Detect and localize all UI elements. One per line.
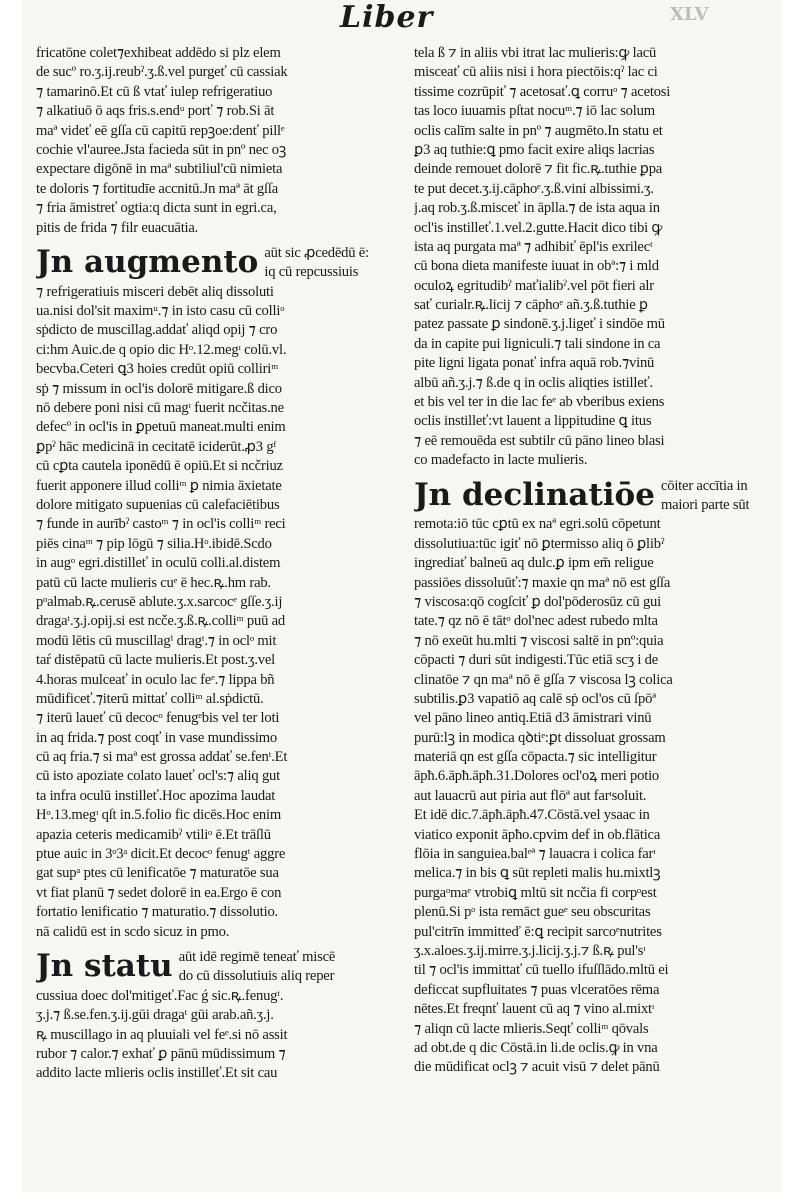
text-line: misceať cū aliis nisi i hora piectōis:qˀ lac ci — [414, 64, 658, 81]
heading-in-declinatione — [414, 477, 776, 516]
rubric-heading: Jn statu — [36, 947, 173, 984]
text-line: ꝑ3 aq tuthie:ꝗ pmo facit exire aliqs lacrias — [414, 141, 655, 158]
text-line: cōiter accītia in — [660, 477, 748, 494]
text-line: Et idē dic.7.āpħ.āpħ.47.Cōstā.vel ysaac in — [414, 807, 650, 824]
text-line: ⁊ funde in aurībˀ castoᵐ ⁊ in ocl'is colliᵐ reci — [36, 516, 286, 533]
text-line: dolore mitigato supuenias cū calefaciētibus — [36, 496, 280, 513]
heading-in-statu — [36, 948, 398, 987]
text-line: pite ligni ligata ponať infra aquā rob.⁊vinū — [414, 355, 655, 372]
text-line: ʒ.j.⁊ ß.se.fen.ʒ.ij.gūi dragaᵗ gūi arab.añ.ʒ.j. — [36, 1007, 274, 1024]
rubric-heading: Jn declinatiōe — [414, 476, 655, 513]
right-column — [414, 44, 776, 1078]
text-line: ⁊ viscosa:qō cogſciť ꝑ dol'pōderosūz cū gui — [414, 593, 661, 610]
text-line: albū añ.ʒ.j.⁊ ß.de q in oclis aliqties istilleť. — [414, 374, 653, 391]
text-line: sať curialr.ꝶ.licij ⁊ cāphoᵉ añ.ʒ.ß.tuthie ꝑ — [414, 297, 648, 314]
text-line: in augᵒ egri.distilleť in oculū colli.al.distem — [36, 555, 281, 572]
text-line: do cū dissolutiuis aliq reper — [178, 968, 335, 985]
text-line: in aq frida.⁊ post coqť in vase mundissimo — [36, 729, 277, 746]
text-line: cussiua doec dol'mitigeť.Fac ǵ sic.ꝶ.fenugᵗ. — [36, 987, 284, 1004]
text-line: tas loco iuuamis pſtat nocuᵐ.⁊ iō lac solum — [414, 103, 655, 120]
text-line: ⁊ fria āmistreť ogtia:q dicta sunt in egri.ca, — [36, 200, 277, 217]
text-line: de sucº ro.ʒ.ij.reubˀ.ʒ.ß.vel purgeť cū cassiak — [36, 64, 288, 81]
text-line: iq cū repcussiuis — [264, 264, 359, 281]
text-line: nā calidū est in scdo sicuz in pmo. — [36, 923, 230, 940]
text-line: ⁊ eē remouēda est subtilr cū pāno lineo blasi — [414, 432, 665, 449]
text-line: tissime cozrūpiť ⁊ acetosať.ꝗ corruᵒ ⁊ acetosi — [414, 83, 671, 100]
text-line: pitis de frida ⁊ filr euacuātia. — [36, 219, 199, 236]
text-line: vt fiat planū ⁊ sedet dolorē in ea.Ergo ē con — [36, 884, 282, 901]
text-line: ocl'is instilleť.1.vel.2.gutte.Hacit dico tibi ꝙ — [414, 219, 663, 236]
text-line: oclis calīm salte in pnº ⁊ augmēto.In statu et — [414, 122, 663, 139]
text-line: cōpacti ⁊ duri sūt indigesti.Tūc etiā scʒ i de — [414, 652, 659, 669]
text-line: materiā qn est gſſa cōpacta.⁊ sic intelligitur — [414, 749, 657, 766]
text-line: piēs cinaᵐ ⁊ pip lōgū ⁊ silia.Hᵒ.ibidē.Scdo — [36, 535, 272, 552]
left-text-block-2 — [36, 283, 398, 942]
left-column — [36, 44, 398, 1084]
text-line: j.aq rob.ʒ.ß.misceť in āplla.⁊ de ista aqua in — [414, 200, 660, 217]
text-line: purū:lꝫ in modica qꝺtiᵉ:ꝑt dissoluat grossam — [414, 729, 666, 746]
text-line: maiori parte sūt — [660, 496, 750, 513]
text-line: nētes.Et freqnť lauent cū aq ⁊ vino al.mixtᶦ — [414, 1001, 655, 1018]
text-line: aut lauacrū aut piria aut flōª aut farᶦsoluit. — [414, 787, 647, 804]
text-line: patez passate ꝑ sindonē.ʒ.j.ligeť i sindōe mū — [414, 316, 665, 333]
text-line: clinatōe ⁊ qn maª nō ē gſſa ⁊ viscosa lꝫ colica — [414, 671, 673, 688]
text-line: plenū.Si pᵒ ista remāct gueᵉ seu obscuritas — [414, 904, 651, 921]
text-line: pᵒalmab.ꝶ.cerusē ablute.ʒ.x.sarcocᵉ gſſe.ʒ.ij — [36, 593, 283, 610]
text-line: melica.⁊ in bis ꝗ sūt repleti malis hu.mixtlꝫ — [414, 865, 661, 882]
text-line: cū isto apoziate colato laueť ocl's:⁊ aliq gut — [36, 768, 280, 785]
text-line: ⁊ iterū laueť cū decocᵒ fenugᵉbis vel ter loti — [36, 710, 280, 727]
text-line: āpħ.6.āpħ.āpħ.31.Dolores ocl'oꝝ meri potio — [414, 768, 660, 785]
text-line: sṗdicto de muscillag.addať aliqd opij ⁊ cro — [36, 322, 278, 339]
text-line: purgaᵒmaᵉ vtrobiꝗ mltū sit ncčia fi corpᵒest — [414, 884, 657, 901]
text-line: remota:iō tūc cꝑtū ex naª egri.solū cōpetunt — [414, 516, 661, 533]
heading-tail — [264, 244, 369, 283]
rubric-heading: Jn augmento — [36, 243, 259, 280]
text-line: ⁊ refrigeratiuis misceri debēt aliq dissoluti — [36, 283, 274, 300]
text-line: modū lētis cū muscillagⁱ dragᵗ.⁊ in oclᵒ mit — [36, 632, 277, 649]
text-line: pul'citrīn immitteď ē:ꝗ recipit sarcoᵉnutrites — [414, 923, 662, 940]
text-line: Hᵒ.13.megᶦ qſt in.5.folio fic dicēs.Hoc enim — [36, 807, 282, 824]
text-line: tela ß ⁊ in aliis vbi itrat lac mulieris:ꝙ lacū — [414, 45, 657, 61]
text-line: rubor ⁊ calor.⁊ exhať ꝑ pānū mūdissimum ⁊ — [36, 1045, 286, 1062]
text-line: oculoꝝ egritudibˀ maťialibˀ.vel pōt fieri alr — [414, 277, 654, 294]
text-line: ʒ.x.aloes.ʒ.ij.mirre.ʒ.j.licij.ʒ.j.⁊ ß.ꝶ pul'sᶦ — [414, 942, 646, 959]
text-line: ua.nisi dol'sit maximᵘ.⁊ in isto casu cū colliᵒ — [36, 303, 285, 320]
right-text-block-2 — [414, 515, 776, 1077]
manuscript-page — [22, 0, 782, 1192]
text-line: til ⁊ ocl'is immittať cū tuello ifuſſlādo.mltū ei — [414, 962, 669, 979]
text-line: oclis instilleť:vt lauent a lippitudine ꝗ itus — [414, 413, 652, 430]
text-line: apazia ceteris medicamibˀ vtiliᵒ ē.Et trāſlū — [36, 826, 271, 843]
text-line: et bis vel ter in die lac feᵉ ab vberibus exiens — [414, 394, 665, 411]
text-line: ista aq purgata maª ⁊ adhibiť ēpl'is exrilecᵗ — [414, 238, 653, 255]
heading-tail — [661, 477, 749, 516]
text-line: cū bona dieta manifeste iuuat in obª:⁊ i mld — [414, 258, 659, 275]
text-line: cū aq fria.⁊ si maª est grossa addať se.fenᵗ.Et — [36, 749, 288, 766]
text-line: deinde remouet dolorē ⁊ fit fic.ꝶ.tuthie ꝑpa — [414, 161, 663, 178]
text-line: fuerit apponere illud colliᵐ ꝑ nimia āxietate — [36, 477, 282, 494]
text-line: ꝶ muscillago in aq pluuiali vel feᵉ.si nō assit — [36, 1026, 288, 1043]
running-title: Liber — [340, 0, 434, 35]
text-line: subtilis.ꝑ3 vapatiō aq calē sṗ ocl'os cū ſpōª — [414, 690, 656, 707]
text-line: nō debere poni nisi cū magᶦ fuerit ncčitas.ne — [36, 400, 284, 417]
text-line: patū cū lacte mulieris cuᵉ ē hec.ꝶ.hm rab. — [36, 574, 271, 591]
text-line: tate.⁊ qz nō ē tātᵒ dol'nec adest rubedo mlta — [414, 613, 658, 630]
text-line: dragaᵗ.ʒ.j.opij.si est ncče.ʒ.ß.ꝶ.colliᵐ puū ad — [36, 613, 286, 630]
text-line: aūt idē regimē teneať miscē — [178, 948, 336, 965]
text-line: ꝑpˀ hāc medicinā in cecitatē iciderūt.ꝓ3 gᶠ — [36, 438, 277, 455]
text-line: expectare digōnē in maª subtiliul'cū nimieta — [36, 161, 283, 178]
left-text-block-1 — [36, 44, 398, 238]
right-text-block-1 — [414, 44, 776, 471]
text-line: defecº in ocl'is in ꝑpetuū maneat.multi enim — [36, 419, 286, 436]
text-line: fortatio lenificatio ⁊ maturatio.⁊ dissolutio. — [36, 904, 279, 921]
text-line: ta infra oculū instilleť.Hoc apozima laudat — [36, 787, 276, 804]
text-line: addito lacte mlieris oclis instilleť.Et sit cau — [36, 1065, 278, 1082]
text-line: co madefacto in lacte mulieris. — [414, 452, 588, 469]
text-line: te doloris ⁊ fortitudīe accnitū.Jn maª āt gſſa — [36, 180, 279, 197]
text-line: gat supᵃ ptes cū lenificatōe ⁊ maturatōe sua — [36, 865, 279, 882]
text-line: die mūdificat oclꝫ ⁊ acuit visū ⁊ delet pānū — [414, 1059, 660, 1076]
text-line: fricatōne colet⁊exhibeat addēdo si plz elem — [36, 45, 281, 61]
text-line: te put decet.ʒ.ij.cāphoᵉ.ʒ.ß.vini albissimi.ʒ. — [414, 180, 654, 197]
text-line: cochie vl'auree.Jsta facieda sūt in pnº nec oꝫ — [36, 141, 287, 158]
heading-in-augmento — [36, 244, 398, 283]
text-line: ad obt.de q dic Cōstā.in li.de oclis.ꝙ in vna — [414, 1039, 658, 1056]
text-line: ⁊ nō exeūt hu.mlti ⁊ viscosi saltē in pnº:quia — [414, 632, 664, 649]
text-line: sṗ ⁊ missum in ocl'is dolorē mitigare.ß dico — [36, 380, 282, 397]
text-line: taŕ distēpatū cū lacte mulieris.Et post.ʒ.vel — [36, 652, 276, 669]
text-line: ⁊ alkatiuō ō aqs fris.s.endᵘ porť ⁊ rob.Si āt — [36, 103, 275, 120]
faint-folio-number: XLV — [670, 4, 709, 25]
text-line: ptue auic in 3ᵒ3ᵃ dicit.Et decocᵒ fenugᵗ aggre — [36, 846, 286, 863]
text-line: flōia in sanguiea.balᵉª ⁊ lauacra i colica farᶦ — [414, 846, 656, 863]
text-line: cū cꝑta cautela iponēdū ē opiū.Et si ncčriuz — [36, 458, 283, 475]
text-line: mūdificeť.⁊iterū mittať colliᵐ al.sṗdictū. — [36, 690, 264, 707]
text-line: maª videť eē gſſa cū capitū repꝫoe:denť pillᵉ — [36, 122, 285, 139]
text-line: dissolutiua:tūc igiť nō ꝑtermisso aliq ō ꝑlibˀ — [414, 535, 665, 552]
text-line: aūt sic ꝓcedēdū ē: — [264, 244, 369, 261]
text-line: passiōes dissoluūť:⁊ maxie qn maª nō est gſſa — [414, 574, 671, 591]
text-line: ingrediať balneū aq dulc.ꝑ ipm em̄ religue — [414, 555, 654, 572]
text-line: ci:hm Auic.de q opio dic Hᵒ.12.megᶦ colū.vl. — [36, 341, 287, 358]
text-line: becvba.Ceteri ꝗ3 hoies credūt opiū colliriᵐ — [36, 361, 279, 378]
text-line: ⁊ tamarinō.Et cū ß vtať iulep refrigeratiuo — [36, 83, 273, 100]
text-line: ⁊ aliqn cū lacte mlieris.Seqť colliᵐ qōvals — [414, 1020, 649, 1037]
text-line: da in capite pui ligniculi.⁊ tali sindone in ca — [414, 335, 661, 352]
left-text-block-3 — [36, 987, 398, 1084]
heading-tail — [179, 948, 335, 987]
text-line: deficcat supfluitates ⁊ puas vlceratōes rēma — [414, 981, 660, 998]
text-line: vel pāno lineo antiq.Etiā d3 āmistrari vinū — [414, 710, 652, 727]
text-line: viatico exponit āpħo.cpvim def in ob.flātica — [414, 826, 661, 843]
text-line: 4.horas mulceať in oculo lac feᵉ.⁊ lippa bñ — [36, 671, 275, 688]
